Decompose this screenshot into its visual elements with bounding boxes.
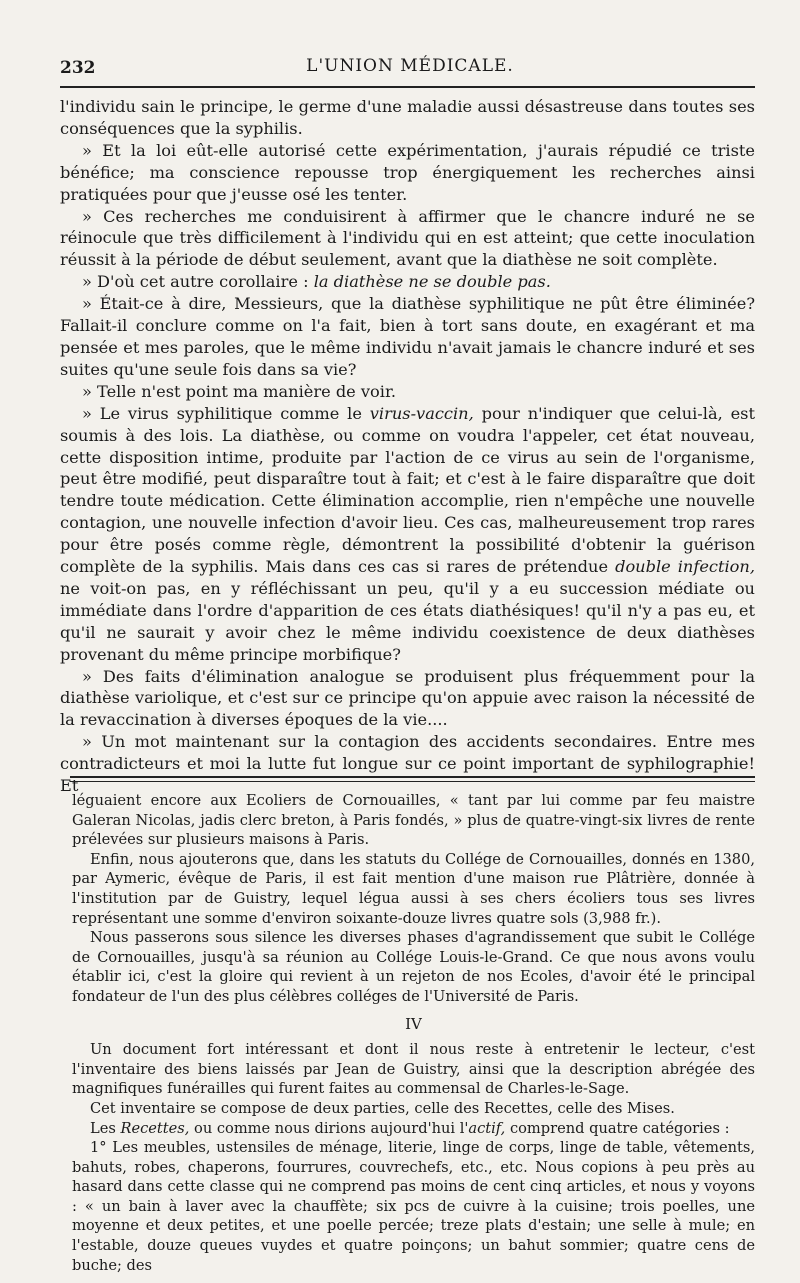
paragraph: » Et la loi eût-elle autorisé cette expérimentation, j'aurais répudié ce triste bénéfice; ma conscience repousse trop énergiquement les recherches ainsi pratiquées pour que j'eusse osé les tenter.	[60, 140, 755, 204]
paragraph: léguaient encore aux Ecoliers de Cornouailles, « tant par lui comme par feu maistre Galeran Nicolas, jadis clerc breton, à Paris fondés, » plus de quatre-vingt-six livres de rente prélevées sur plusieurs maisons à Paris.	[72, 792, 755, 849]
paragraph	[60, 403, 755, 666]
header-rule	[60, 86, 755, 88]
text-run: comprend quatre catégories :	[505, 1119, 730, 1137]
emphasis: actif,	[468, 1119, 506, 1137]
feuilleton-text	[72, 791, 755, 1275]
paragraph: » Un mot maintenant sur la contagion des accidents secondaires. Entre mes contradicteurs et moi la lutte fut longue sur ce point important de syphilographie! Et	[60, 732, 755, 796]
emphasis: double infection,	[615, 557, 755, 577]
main-text	[60, 96, 755, 797]
paragraph: » Telle n'est point ma manière de voir.	[82, 381, 397, 401]
paragraph: l'individu sain le principe, le germe d'une maladie aussi désastreuse dans toutes ses conséquences que la syphilis.	[60, 97, 755, 138]
running-title: L'UNION MÉDICALE.	[306, 56, 514, 76]
paragraph: 1° Les meubles, ustensiles de ménage, literie, linge de corps, linge de table, vêtements, bahuts, robes, chaperons, fourrures, couvrechefs, etc., etc. Nous copions à peu près au hasard dans cette classe qui ne comprend pas moins de cent cinq articles, et nous y voyons : « un bain à laver avec la chauffète; six pcs de cuivre à la cuisine; trois poelles, une moyenne et deux petites, et une poelle percée; treze plats d'estain; une selle à mule; en l'estable, douze queues vuydes et quatre poinçons; un bahut sommier; quatre cens de buche; des	[72, 1139, 755, 1274]
text-run: Les	[90, 1119, 121, 1137]
section-number: IV	[405, 1014, 422, 1033]
text-run: » D'où cet autre corollaire :	[82, 272, 314, 292]
page-header	[60, 56, 760, 82]
paragraph: Nous passerons sous silence les diverses phases d'agrandissement que subit le Collége de Cornouailles, jusqu'à sa réunion au Collége Louis-le-Grand. Ce que nous avons voulu établir ici, c'est la gloire qui revient à un rejeton de nos Ecoles, d'avoir été le principal fondateur de l'un des plus célèbres colléges de l'Université de Paris.	[72, 929, 755, 1005]
paragraph: Cet inventaire se compose de deux parties, celle des Recettes, celle des Mises.	[90, 1099, 675, 1117]
paragraph: Enfin, nous ajouterons que, dans les statuts du Collége de Cornouailles, donnés en 1380, par Aymeric, évêque de Paris, il est fait mention d'une maison rue Plâtrière, donnée à l'institution par de Guistry, lequel légua aussi à ses chers écoliers tous ses livres représentant une somme d'environ soixante-douze livres quatre sols (3,988 fr.).	[72, 850, 755, 927]
feuilleton-separator	[70, 776, 755, 782]
text-run: ou comme nous dirions aujourd'hui l'	[189, 1119, 469, 1137]
paragraph: » Des faits d'élimination analogue se produisent plus fréquemment pour la diathèse variolique, et c'est sur ce principe qu'on appuie avec raison la nécessité de la revaccination à diverses époques de la vie....	[60, 666, 755, 730]
paragraph: » Ces recherches me conduisirent à affirmer que le chancre induré ne se réinocule que très difficilement à l'individu qui en est atteint; que cette inoculation réussit à la période de début seulement, avant que la diathèse ne soit complète.	[60, 206, 755, 270]
paragraph: Un document fort intéressant et dont il nous reste à entretenir le lecteur, c'est l'inventaire des biens laissés par Jean de Guistry, ainsi que la description abrégée des magnifiques funérailles qui furent faites au commensal de Charles-le-Sage.	[72, 1041, 755, 1098]
paragraph: » Était-ce à dire, Messieurs, que la diathèse syphilitique ne pût être éliminée? Fallait-il conclure comme on l'a fait, bien à tort sans doute, en exagérant et ma pensée et mes paroles, que le même individu n'avait jamais le chancre induré et ses suites qu'une seule fois dans sa vie?	[60, 294, 755, 379]
emphasis: Recettes,	[120, 1119, 190, 1137]
paragraph	[72, 1119, 755, 1139]
emphasis: la diathèse ne se double pas.	[313, 272, 551, 292]
emphasis: virus-vaccin,	[369, 403, 474, 423]
text-run: ne voit-on pas, en y réfléchissant un peu, qu'il y a eu succession médiate ou immédiate dans l'ordre d'apparition de ces états diathésiques! qu'il n'y a pas eu, et qu'il ne saurait y avoir chez le même individu coexistence de deux diathèses provenant du même principe morbifique?	[60, 578, 755, 664]
page-number: 232	[60, 58, 96, 78]
text-run: pour n'indiquer que celui-là, est soumis à des lois. La diathèse, ou comme on voudra l'appeler, cet état nouveau, cette disposition intime, produite par l'action de ce virus au sein de l'organisme, peut être modifié, peut disparaître tout à fait; et c'est à le faire disparaître que doit tendre toute médication. Cette élimination accomplie, rien n'empêche une nouvelle contagion, une nouvelle infection d'avoir lieu. Ces cas, malheureusement trop rares pour être posés comme règle, démontrent la possibilité d'obtenir la guérison complète de la syphilis. Mais dans ces cas si rares de prétendue	[60, 403, 755, 577]
paragraph	[60, 271, 755, 293]
text-run: » Le virus syphilitique comme le	[82, 403, 370, 423]
